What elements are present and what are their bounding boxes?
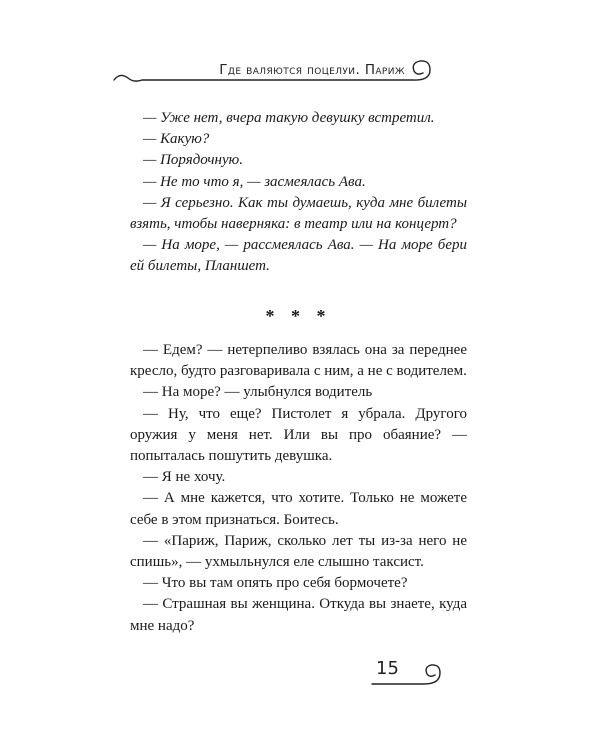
- paragraph: — Едем? — нетерпеливо взялась она за переднее кресло, будто разговаривала с ним, а не с водителем.: [130, 342, 467, 380]
- running-title: Где валяются поцелуи. Париж: [219, 62, 405, 78]
- paragraph: — Порядочную.: [143, 152, 243, 169]
- page-number-value: 15: [376, 658, 399, 679]
- paragraph: — Я серьезно. Как ты думаешь, куда мне билеты взять, чтобы наверняка: в театр или на концерт?: [130, 194, 467, 233]
- paragraph: — «Париж, Париж, сколько лет ты из-за него не спишь», — ухмыльнулся еле слышно таксист.: [130, 532, 467, 571]
- dialogue-section-1: [130, 108, 467, 278]
- page-number: [370, 656, 450, 690]
- scene-separator: * * *: [265, 306, 332, 326]
- paragraph: — На море, — рассмеялась Ава. — На море бери ей билеты, Планшет.: [130, 237, 467, 275]
- paragraph: — Я не хочу.: [143, 469, 226, 486]
- paragraph: — Ну, что еще? Пистолет я убрала. Другого оружия у меня нет. Или вы про обаяние? — попыталась пошутить девушка.: [130, 405, 467, 465]
- paragraph: — На море? — улыбнулся водитель: [143, 384, 373, 401]
- dialogue-section-2: [130, 340, 467, 637]
- running-head: [112, 52, 447, 92]
- paragraph: — Какую?: [143, 131, 210, 148]
- paragraph: — А мне кажется, что хотите. Только не можете себе в этом признаться. Боитесь.: [130, 490, 467, 528]
- paragraph: — Что вы там опять про себя бормочете?: [143, 575, 408, 592]
- paragraph: — Страшная вы женщина. Откуда вы знаете, куда мне надо?: [130, 596, 467, 634]
- paragraph: — Не то что я, — засмеялась Ава.: [143, 173, 366, 190]
- paragraph: — Уже нет, вчера такую девушку встретил.: [143, 110, 435, 126]
